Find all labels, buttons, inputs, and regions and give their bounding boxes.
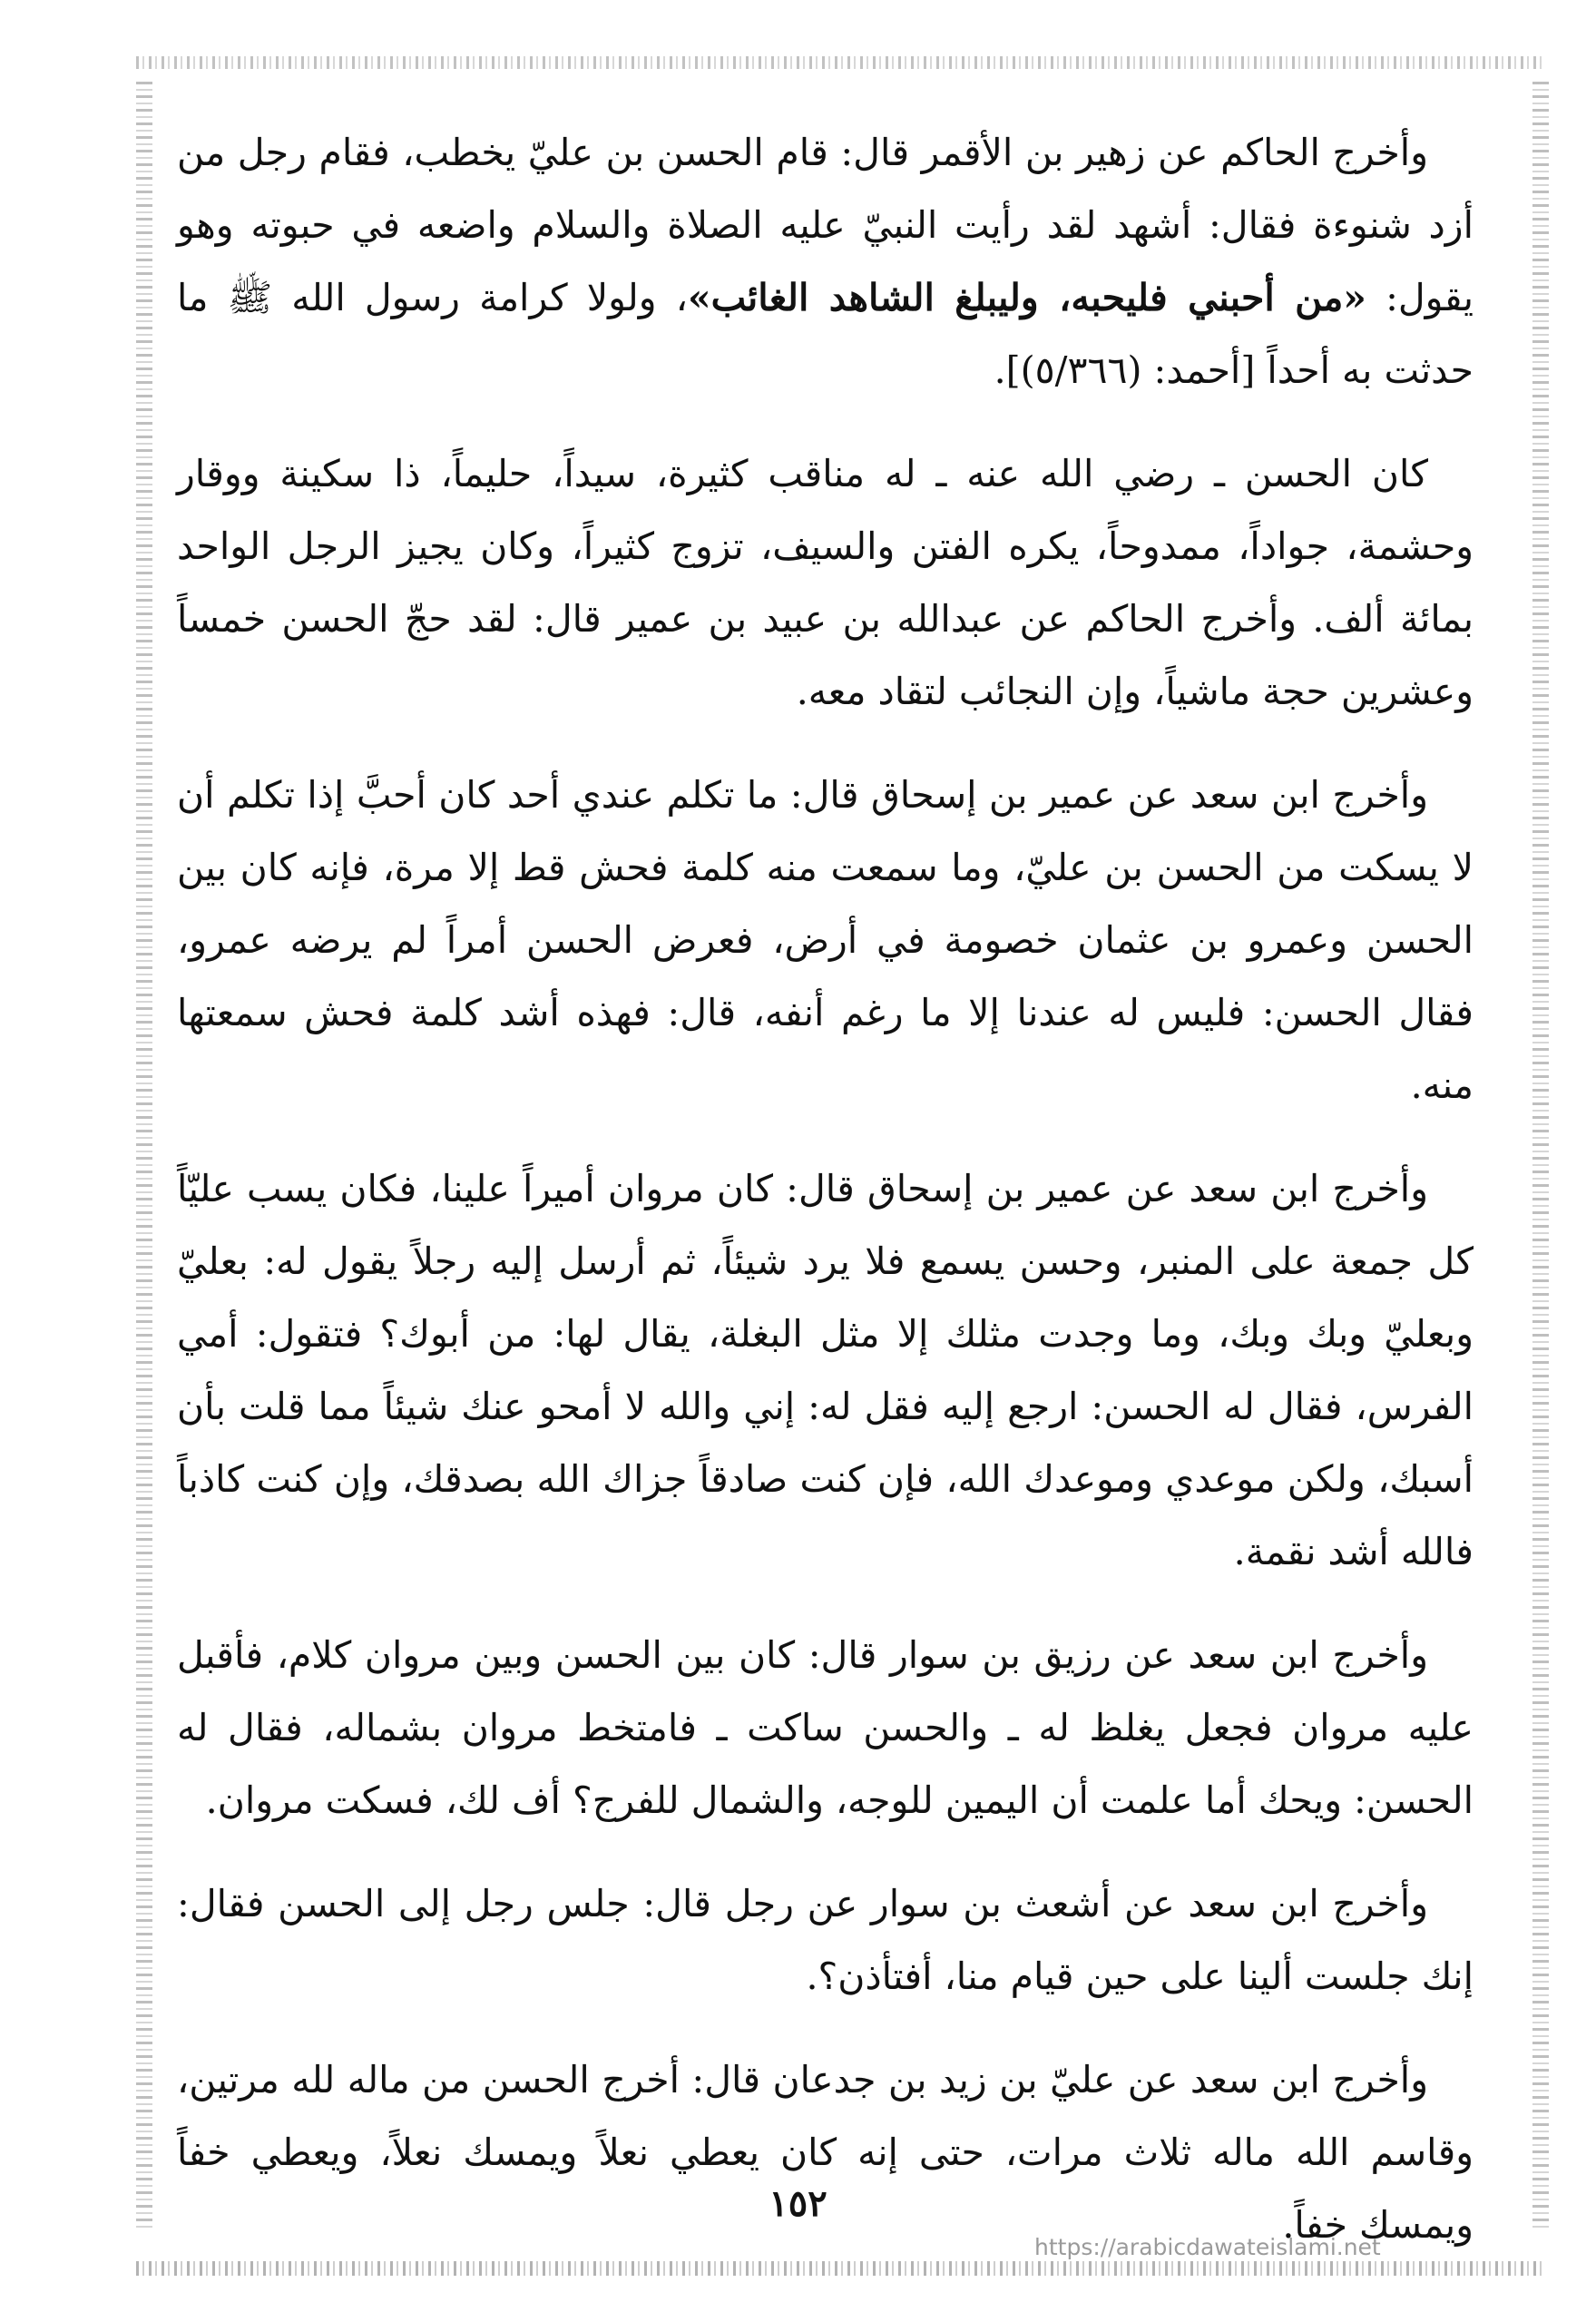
decorative-border-top [136, 56, 1542, 69]
page-number: ١٥٢ [769, 2182, 827, 2225]
paragraph-5: وأخرج ابن سعد عن رزيق بن سوار قال: كان بين الحسن وبين مروان كلام، فأقبل عليه مروان فجعل يغلظ له ـ والحسن ساكت ـ فامتخط مروان بشماله، فقال له الحسن: ويحك أما علمت أن اليمين للوجه، والشمال للفرج؟ أف لك، فسكت مروان. [177, 1633, 1474, 1822]
page-body [177, 116, 1474, 2292]
paragraph-2: كان الحسن ـ رضي الله عنه ـ له مناقب كثيرة، سيداً، حليماً، ذا سكينة ووقار وحشمة، جواداً، ممدوحاً، يكره الفتن والسيف، تزوج كثيراً، وكان يجيز الرجل الواحد بمائة ألف. وأخرج الحاكم عن عبدالله بن عبيد بن عمير قال: لقد حجّ الحسن خمساً وعشرين حجة ماشياً، وإن النجائب لتقاد معه. [177, 452, 1474, 713]
watermark-url: https://arabicdawateislami.net [1034, 2234, 1381, 2260]
decorative-border-left [136, 82, 152, 2230]
paragraph-4: وأخرج ابن سعد عن عمير بن إسحاق قال: كان مروان أميراً علينا، فكان يسب عليّاً كل جمعة على المنبر، وحسن يسمع فلا يرد شيئاً، ثم أرسل إليه رجلاً يقول له: بعليّ وبعليّ وبك وبك، وما وجدت مثلك إلا مثل البغلة، يقال لها: من أبوك؟ فتقول: أمي الفرس، فقال له الحسن: ارجع إليه فقل له: إني والله لا أمحو عنك شيئاً مما قلت بأن أسبك، ولكن موعدي وموعدك الله، فإن كنت صادقاً جزاك الله بصدقك، وإن كنت كاذباً فالله أشد نقمة. [177, 1167, 1474, 1573]
paragraph-7: وأخرج ابن سعد عن عليّ بن زيد بن جدعان قال: أخرج الحسن من ماله لله مرتين، وقاسم الله ماله ثلاث مرات، حتى إنه كان يعطي نعلاً ويمسك نعلاً، ويعطي خفاً ويمسك خفاً. [177, 2058, 1474, 2247]
decorative-border-bottom [136, 2261, 1542, 2276]
paragraph-1-after: ، ولولا كرامة رسول الله ﷺ ما حدثت به أحداً [أحمد: (٥/٣٦٦)]. [177, 276, 1474, 392]
hadith-quote: «من أحبني فليحبه، وليبلغ الشاهد الغائب» [687, 276, 1366, 319]
paragraph-3: وأخرج ابن سعد عن عمير بن إسحاق قال: ما تكلم عندي أحد كان أحبَّ إذا تكلم أن لا يسكت من الحسن بن عليّ، وما سمعت منه كلمة فحش قط إلا مرة، فإنه كان بين الحسن وعمرو بن عثمان خصومة في أرض، فعرض الحسن أمراً لم يرضه عمرو، فقال الحسن: فليس له عندنا إلا ما رغم أنفه، قال: فهذه أشد كلمة فحش سمعتها منه. [177, 773, 1474, 1107]
paragraph-6: وأخرج ابن سعد عن أشعث بن سوار عن رجل قال: جلس رجل إلى الحسن فقال: إنك جلست ألينا على حين قيام منا، أفتأذن؟. [177, 1882, 1474, 1998]
paragraph-1-before: وأخرج الحاكم عن زهير بن الأقمر قال: قام الحسن بن عليّ يخطب، فقام رجل من أزد شنوءة فقال: أشهد لقد رأيت النبيّ عليه الصلاة والسلام واضعه في حبوته وهو يقول: [177, 131, 1474, 319]
decorative-border-right [1532, 82, 1549, 2230]
paragraph-1 [177, 116, 1474, 407]
